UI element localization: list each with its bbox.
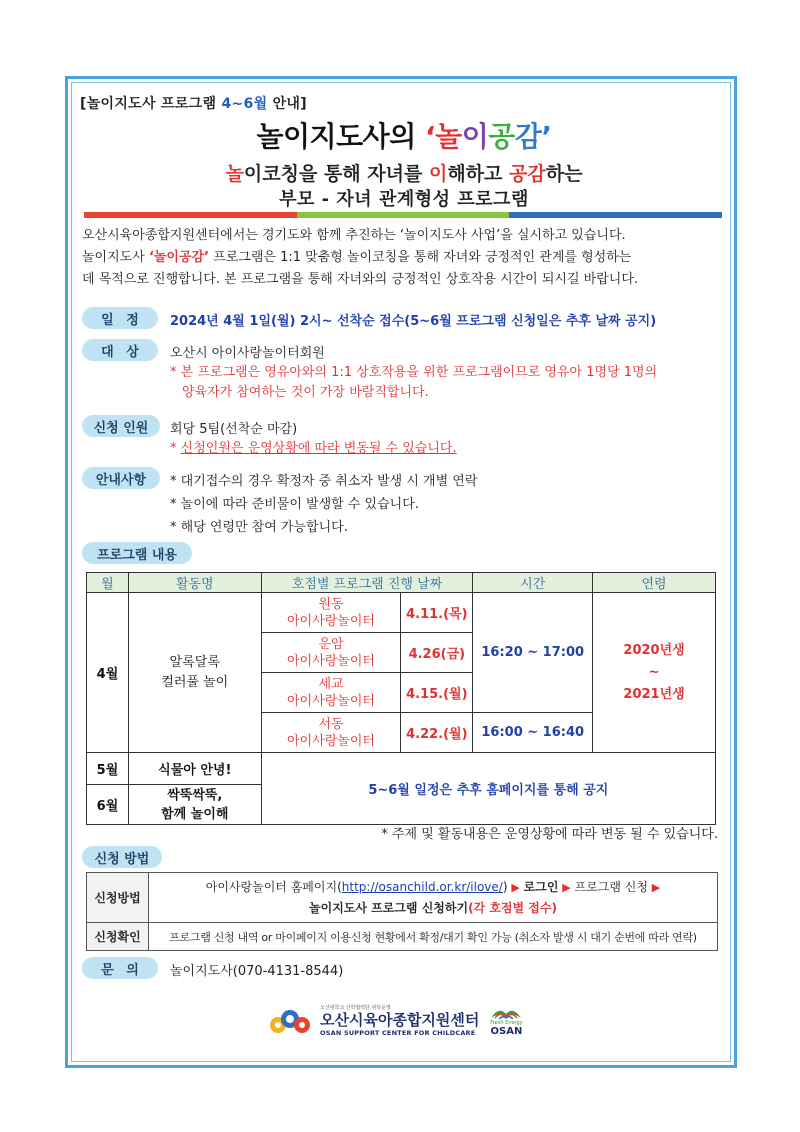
session-date: 4.22.(월) xyxy=(401,713,473,753)
page-title: 놀이지도사의 ‘놀이공감’ xyxy=(256,120,552,153)
notice-label: 안내사항 xyxy=(82,467,160,489)
capacity-label: 신청 인원 xyxy=(82,415,160,437)
may-month: 5월 xyxy=(87,753,129,785)
program-footnote: * 주제 및 활동내용은 운영상황에 따라 변동 될 수 있습니다. xyxy=(381,827,718,842)
contact-label: 문 의 xyxy=(82,957,158,979)
center-logo-icon xyxy=(268,1005,314,1037)
session-date: 4.26(금) xyxy=(401,633,473,673)
schedule-value: 2024년 4월 1일(월) 2시~ 선착순 접수(5~6월 프로그램 신청일은 추후 날짜 공지) xyxy=(170,314,657,329)
time-slot-1: 16:20 ~ 17:00 xyxy=(473,593,593,713)
apply-method-row xyxy=(87,873,718,923)
notice-item: * 해당 연령만 참여 가능합니다. xyxy=(170,520,348,535)
notice-list xyxy=(170,470,477,539)
schedule-label: 일 정 xyxy=(82,307,158,329)
apply-confirm-text: 프로그램 신청 내역 or 마이페이지 이용신청 현황에서 확정/대기 확인 가능 (취소자 발생 시 대기 순번에 따라 연락) xyxy=(149,923,718,951)
session-place: 서동 아이사랑놀이터 xyxy=(261,713,401,753)
april-activity: 알록달록 컬러풀 놀이 xyxy=(128,593,261,753)
apply-method-text: 아이사랑놀이터 홈페이지(http://osanchild.or.kr/ilove/) ▶ 로그인 ▶ 프로그램 신청 ▶ 놀이지도사 프로그램 신청하기(각 호점별 접수) xyxy=(149,873,718,923)
arrow-right-icon: ▶ xyxy=(651,881,661,894)
table-row xyxy=(87,593,716,633)
color-divider-red xyxy=(84,212,297,218)
table-header-row xyxy=(87,573,716,593)
col-header-dates: 호점별 프로그램 진행 날짜 xyxy=(261,573,473,593)
color-divider-blue xyxy=(509,212,722,218)
session-place: 세교 아이사랑놀이터 xyxy=(261,673,401,713)
program-table xyxy=(86,572,716,825)
notice-item: * 대기접수의 경우 확정자 중 취소자 발생 시 개별 연락 xyxy=(170,474,478,489)
osan-city-logo: Fresh Energy OSAN xyxy=(489,1006,523,1037)
apply-label: 신청 방법 xyxy=(82,846,162,868)
intro-paragraph: 오산시육아종합지원센터에서는 경기도와 함께 추진하는 ‘놀이지도사 사업’을 실시하고 있습니다. 놀이지도사 ‘놀이공감’ 프로그램은 1:1 맞춤형 놀이코칭을 통해 자녀와 긍정적인 관계를 형성하는 데 목적으로 진행합니다. 본 프로그램을 통해 자녀와의 긍정적인 상호작용 시간이 되시길 바랍니다. xyxy=(82,228,639,287)
apply-confirm-label: 신청확인 xyxy=(87,923,149,951)
color-divider xyxy=(84,212,722,218)
apply-confirm-row xyxy=(87,923,718,951)
program-period-note: [놀이지도사 프로그램 4~6월 안내] xyxy=(80,96,307,112)
col-header-month: 월 xyxy=(87,573,129,593)
apply-method-label: 신청방법 xyxy=(87,873,149,923)
subtitle-1: 놀이코칭을 통해 자녀를 이해하고 공감하는 xyxy=(225,163,583,185)
center-logo: 오산대학교 산학협력단 위탁운영 오산시육아종합지원센터 OSAN SUPPORT CENTER FOR CHILDCARE Fresh Energy OSAN xyxy=(268,1003,548,1039)
target-note: * 본 프로그램은 영유아와의 1:1 상호작용을 위한 프로그램이므로 영유아 1명당 1명의 양육자가 참여하는 것이 가장 바람직합니다. xyxy=(170,365,658,400)
target-value: 오산시 아이사랑놀이터회원 xyxy=(170,346,325,361)
col-header-activity: 활동명 xyxy=(128,573,261,593)
program-label: 프로그램 내용 xyxy=(82,542,192,564)
page-frame xyxy=(65,76,737,1068)
col-header-age: 연령 xyxy=(593,573,716,593)
apply-table xyxy=(86,872,718,951)
homepage-link[interactable]: http://osanchild.or.kr/ilove/ xyxy=(341,880,503,894)
time-slot-2: 16:00 ~ 16:40 xyxy=(473,713,593,753)
later-schedule-notice: 5~6월 일정은 추후 홈페이지를 통해 공지 xyxy=(261,753,715,825)
target-label: 대 상 xyxy=(82,339,158,361)
notice-item: * 놀이에 따라 준비물이 발생할 수 있습니다. xyxy=(170,497,419,512)
contact-value: 놀이지도사(070-4131-8544) xyxy=(170,964,344,979)
june-activity: 싹뚝싹뚝, 함께 놀이해 xyxy=(128,785,261,825)
session-date: 4.15.(월) xyxy=(401,673,473,713)
arrow-right-icon: ▶ xyxy=(511,881,520,894)
arrow-right-icon: ▶ xyxy=(562,881,571,894)
color-divider-green xyxy=(297,212,510,218)
age-range: 2020년생 ~ 2021년생 xyxy=(593,593,716,753)
june-month: 6월 xyxy=(87,785,129,825)
capacity-note: * 신청인원은 운영상황에 따라 변동될 수 있습니다. xyxy=(170,441,457,456)
may-activity: 식물아 안녕! xyxy=(128,753,261,785)
session-place: 운암 아이사랑놀이터 xyxy=(261,633,401,673)
april-month: 4월 xyxy=(87,593,129,753)
capacity-value: 회당 5팀(선착순 마감) xyxy=(170,422,298,437)
col-header-time: 시간 xyxy=(473,573,593,593)
table-row xyxy=(87,753,716,785)
osan-wing-icon xyxy=(489,1006,523,1020)
subtitle-2: 부모 - 자녀 관계형성 프로그램 xyxy=(279,189,529,210)
session-place: 원동 아이사랑놀이터 xyxy=(261,593,401,633)
session-date: 4.11.(목) xyxy=(401,593,473,633)
